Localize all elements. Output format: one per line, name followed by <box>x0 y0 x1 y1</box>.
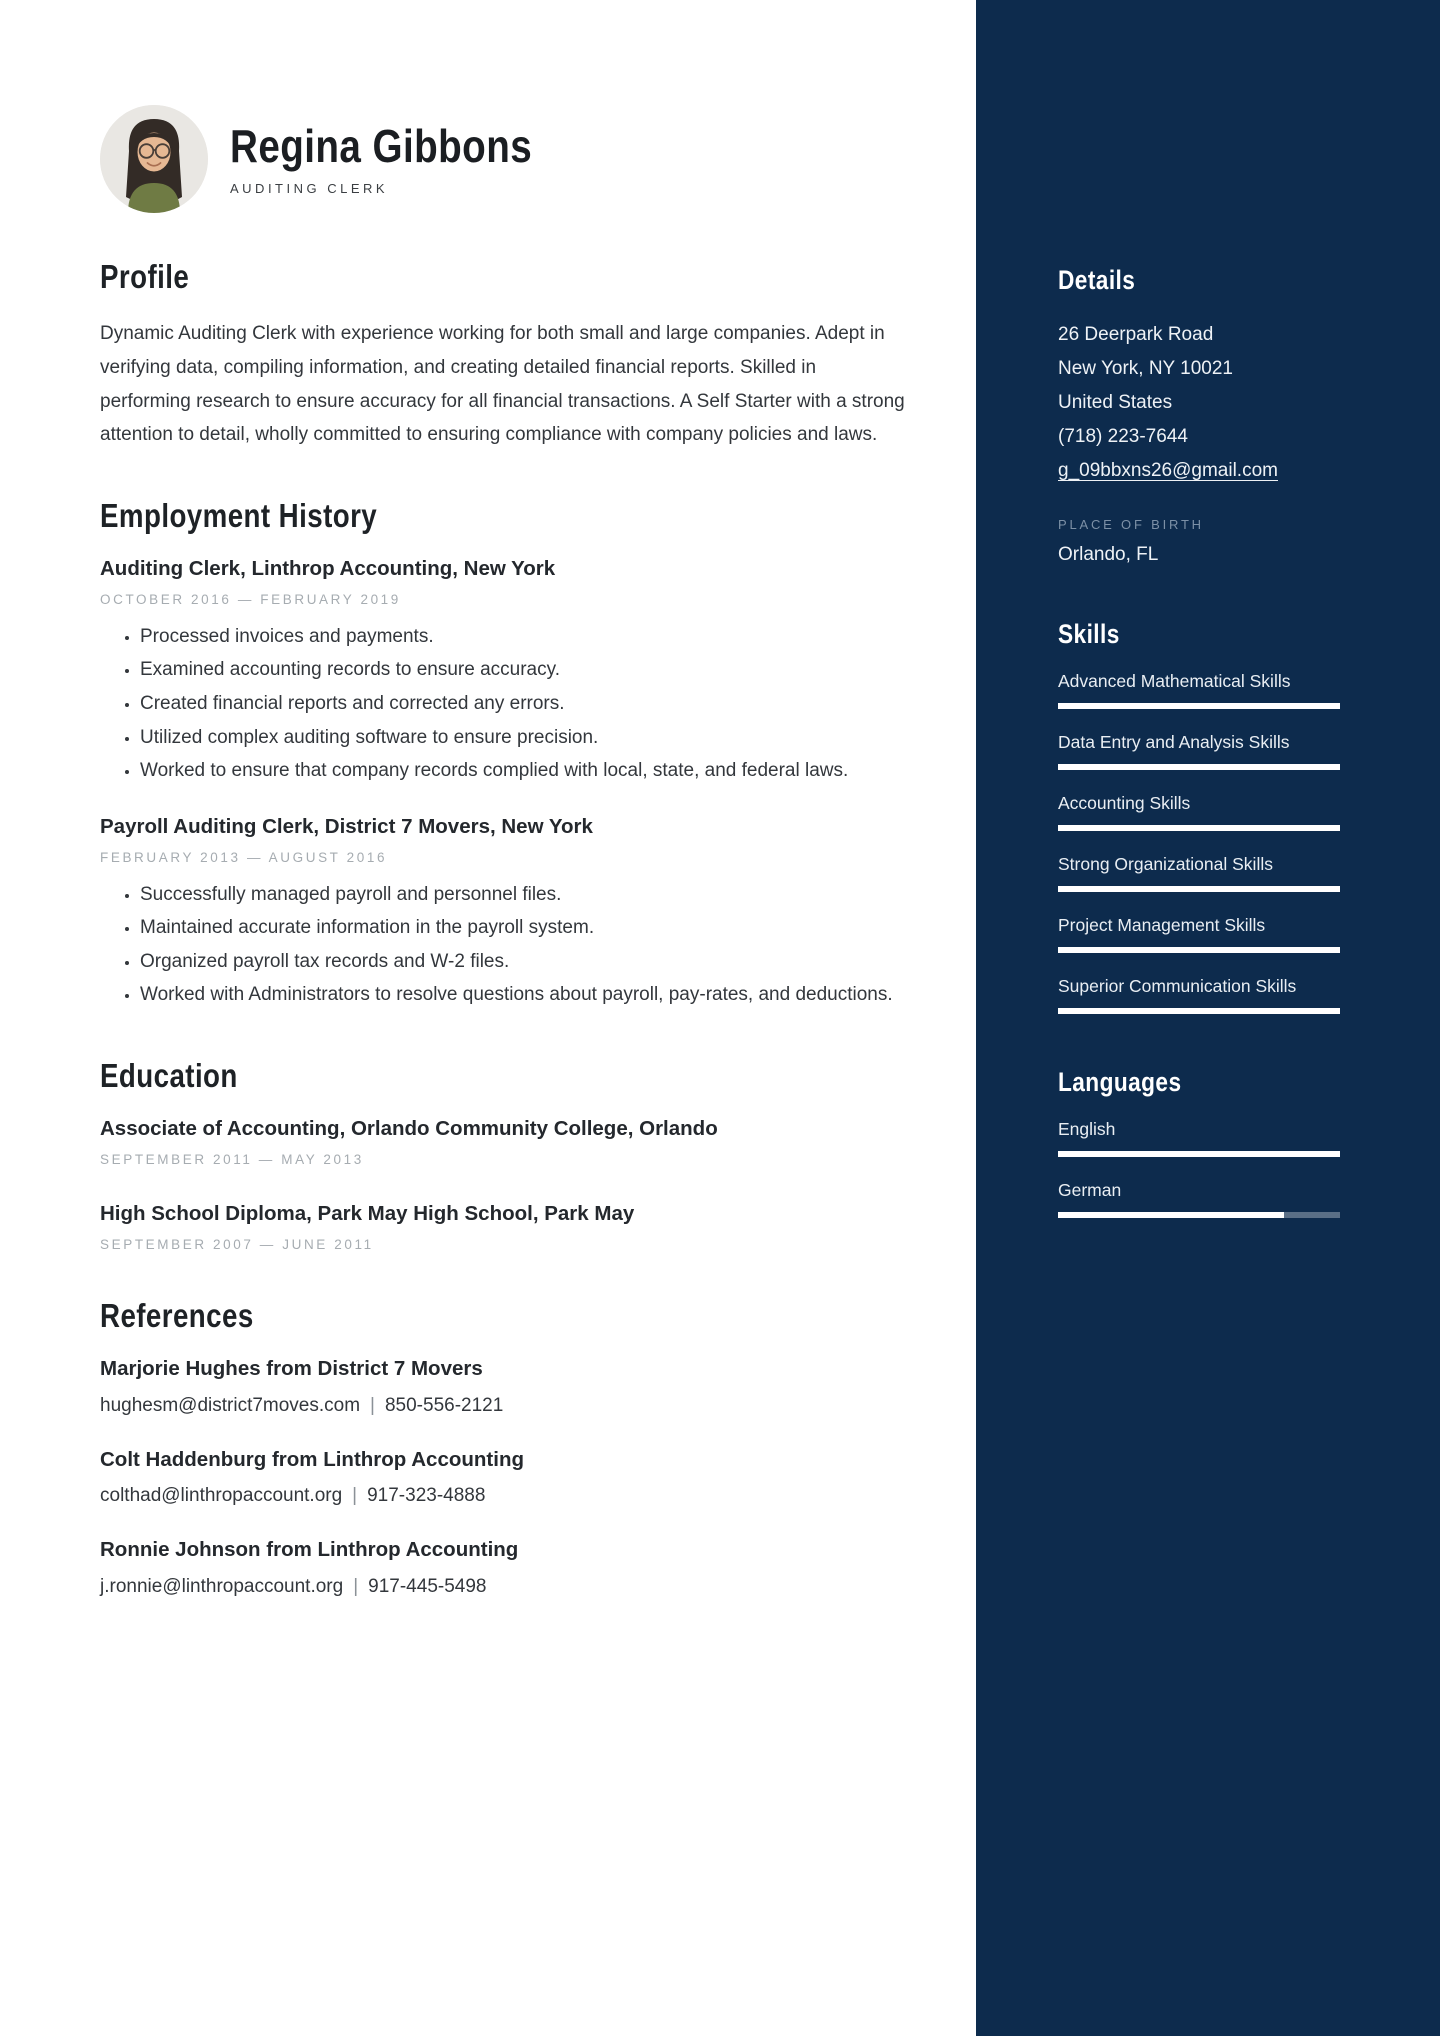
skill-label: Strong Organizational Skills <box>1058 853 1273 874</box>
job-duty: • Utilized complex auditing software to ensure precision. <box>140 721 905 755</box>
skill-item <box>1058 915 1340 953</box>
skill-item <box>1058 854 1340 892</box>
job-entry <box>100 556 905 788</box>
language-meter <box>1058 1151 1340 1157</box>
education-title: Associate of Accounting, Orlando Community College, Orlando <box>100 1117 718 1141</box>
job-title: Auditing Clerk, Linthrop Accounting, New York <box>100 557 556 581</box>
education-dates: SEPTEMBER 2007 — JUNE 2011 <box>100 1236 374 1252</box>
employment-heading: Employment History <box>100 496 378 534</box>
reference-phone: 850-556-2121 <box>384 1394 504 1416</box>
job-duty: • Worked with Administrators to resolve questions about payroll, pay-rates, and deductions. <box>140 978 905 1012</box>
skills-heading: Skills <box>1058 618 1120 649</box>
languages-heading: Languages <box>1058 1066 1182 1097</box>
skill-meter <box>1058 1008 1340 1014</box>
language-item <box>1058 1180 1340 1218</box>
phone-number: (718) 223-7644 <box>1058 426 1188 448</box>
job-duty: • Maintained accurate information in the payroll system. <box>140 911 905 945</box>
skill-item <box>1058 976 1340 1014</box>
sidebar-section-details <box>1058 266 1340 566</box>
skill-meter-fill <box>1058 764 1340 770</box>
email-link[interactable]: g_09bbxns26@gmail.com <box>1058 460 1278 482</box>
skill-label: Data Entry and Analysis Skills <box>1058 732 1290 753</box>
place-of-birth-value: Orlando, FL <box>1058 543 1159 565</box>
education-entry <box>100 1116 905 1167</box>
reference-phone: 917-445-5498 <box>368 1575 487 1597</box>
profile-summary: Dynamic Auditing Clerk with experience working for both small and large companies. Adept in verifying data, compiling information, and creating detailed financial reports. Skilled in performing research to ensure accuracy for all financial transactions. A Self Starter with a strong attention to detail, wholly committed to ensuring compliance with company policies and laws. <box>100 323 905 446</box>
reference-contact <box>100 1576 905 1598</box>
education-dates: SEPTEMBER 2011 — MAY 2013 <box>100 1151 364 1167</box>
skill-item <box>1058 732 1340 770</box>
job-duty: • Processed invoices and payments. <box>140 620 905 654</box>
reference-entry <box>100 1447 905 1508</box>
skill-label: Accounting Skills <box>1058 793 1191 814</box>
skill-label: Superior Communication Skills <box>1058 975 1297 996</box>
skill-meter-fill <box>1058 886 1340 892</box>
profile-heading: Profile <box>100 258 190 295</box>
job-dates: OCTOBER 2016 — FEBRUARY 2019 <box>100 591 401 607</box>
sidebar-section-skills <box>1058 620 1340 1014</box>
skill-label: Project Management Skills <box>1058 914 1266 935</box>
skill-meter <box>1058 825 1340 831</box>
education-title: High School Diploma, Park May High School, Park May <box>100 1201 635 1225</box>
job-duties-list <box>100 620 905 788</box>
skill-meter <box>1058 703 1340 709</box>
section-references <box>100 1298 905 1598</box>
identity-text <box>230 119 590 197</box>
reference-name: Colt Haddenburg from Linthrop Accounting <box>100 1447 524 1471</box>
section-employment-history <box>100 498 905 1012</box>
job-duties-list <box>100 878 905 1013</box>
skill-meter-fill <box>1058 1008 1340 1014</box>
language-item <box>1058 1119 1340 1157</box>
skill-meter <box>1058 764 1340 770</box>
contact-separator: | <box>352 1485 358 1507</box>
place-of-birth-label: PLACE OF BIRTH <box>1058 516 1204 532</box>
reference-email: hughesm@district7moves.com <box>100 1394 361 1416</box>
education-entry <box>100 1201 905 1252</box>
reference-name: Marjorie Hughes from District 7 Movers <box>100 1356 483 1380</box>
portrait-illustration <box>100 105 208 213</box>
reference-contact <box>100 1485 905 1507</box>
language-meter <box>1058 1212 1340 1218</box>
contact-separator: | <box>370 1394 375 1416</box>
details-heading: Details <box>1058 265 1136 295</box>
job-duty: • Examined accounting records to ensure accuracy. <box>140 653 905 687</box>
reference-phone: 917-323-4888 <box>367 1485 486 1507</box>
sidebar <box>976 0 1440 2036</box>
job-duty: • Successfully managed payroll and personnel files. <box>140 878 905 912</box>
section-profile <box>100 259 905 452</box>
skill-meter-fill <box>1058 825 1340 831</box>
person-job-title: AUDITING CLERK <box>230 181 389 197</box>
job-entry <box>100 814 905 1012</box>
identity-header <box>100 105 905 213</box>
skill-item <box>1058 793 1340 831</box>
reference-name: Ronnie Johnson from Linthrop Accounting <box>100 1538 519 1562</box>
reference-contact <box>100 1395 905 1417</box>
skill-meter-fill <box>1058 703 1340 709</box>
skill-label: Advanced Mathematical Skills <box>1058 671 1291 692</box>
profile-photo <box>100 105 208 213</box>
job-dates: FEBRUARY 2013 — AUGUST 2016 <box>100 849 388 865</box>
skill-meter <box>1058 947 1340 953</box>
job-duty: • Organized payroll tax records and W-2 files. <box>140 945 905 979</box>
job-duty: • Created financial reports and corrected any errors. <box>140 687 905 721</box>
job-title: Payroll Auditing Clerk, District 7 Movers, New York <box>100 814 593 838</box>
references-heading: References <box>100 1296 254 1334</box>
section-education <box>100 1058 905 1252</box>
sidebar-section-languages <box>1058 1068 1340 1218</box>
contact-separator: | <box>353 1575 359 1597</box>
reference-entry <box>100 1537 905 1598</box>
reference-email: colthad@linthropaccount.org <box>100 1485 343 1507</box>
language-label: German <box>1058 1180 1122 1201</box>
address-line: United States <box>1058 392 1173 414</box>
address-line: New York, NY 10021 <box>1058 357 1233 379</box>
address-line: 26 Deerpark Road <box>1058 323 1214 345</box>
reference-email: j.ronnie@linthropaccount.org <box>100 1575 344 1597</box>
language-label: English <box>1058 1119 1116 1140</box>
reference-entry <box>100 1356 905 1417</box>
person-name: Regina Gibbons <box>230 119 533 172</box>
language-meter-fill <box>1058 1151 1340 1157</box>
language-meter-fill <box>1058 1212 1284 1218</box>
education-heading: Education <box>100 1057 238 1094</box>
skill-meter-fill <box>1058 947 1340 953</box>
skill-item <box>1058 671 1340 709</box>
skill-meter <box>1058 886 1340 892</box>
job-duty: • Worked to ensure that company records complied with local, state, and federal laws. <box>140 754 905 788</box>
